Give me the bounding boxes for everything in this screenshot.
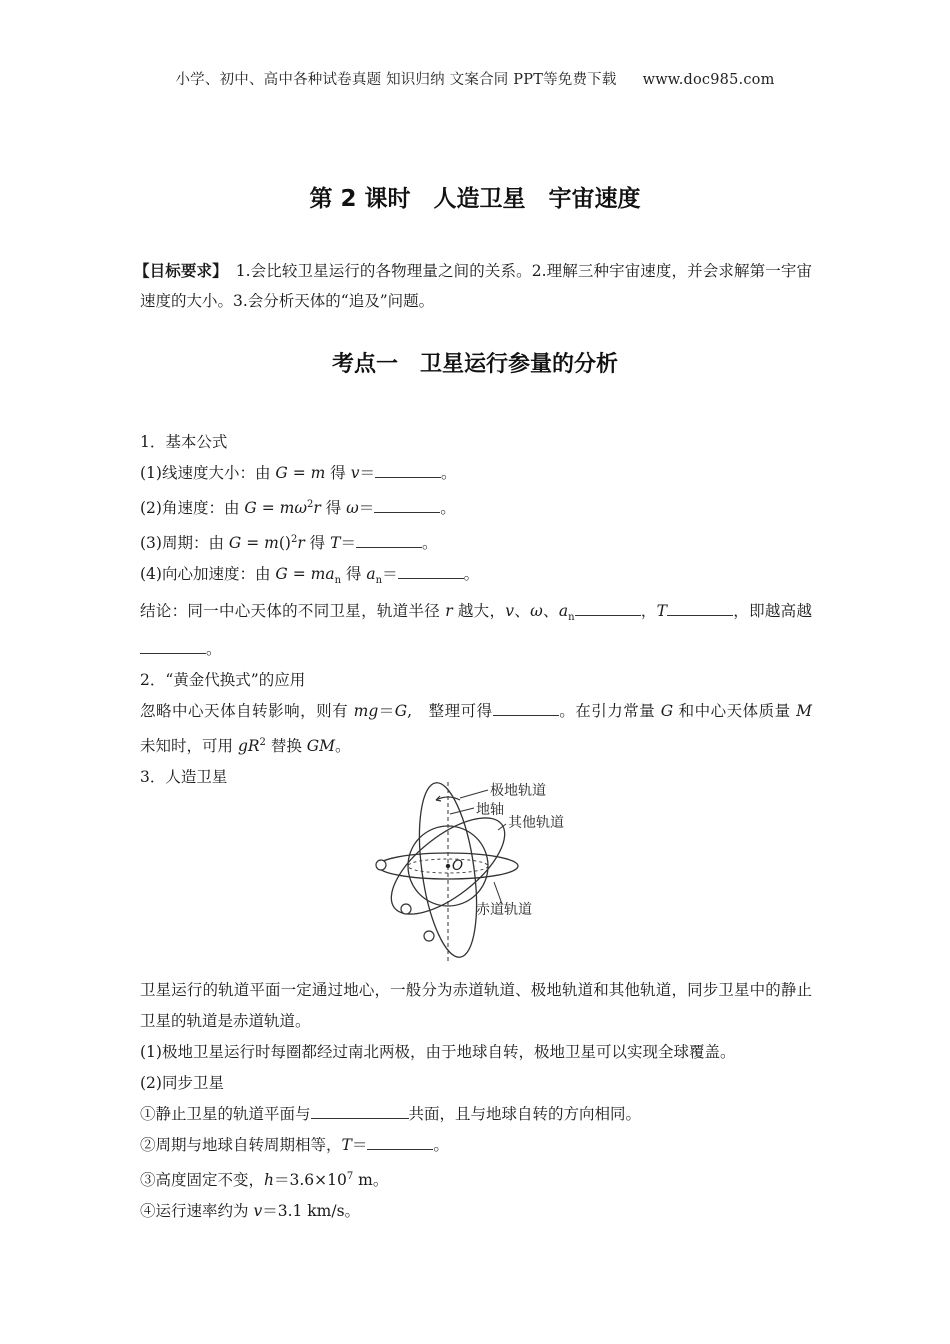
answer-blank[interactable]: [667, 599, 733, 616]
satellite-icon: [424, 931, 434, 941]
objective-block: [134, 256, 812, 316]
orbit-description: 卫星运行的轨道平面一定通过地心，一般分为赤道轨道、极地轨道和其他轨道，同步卫星中的静止卫星的轨道是赤道轨道。: [140, 981, 812, 1030]
heading-artificial-satellite: 3．人造卫星: [140, 767, 228, 786]
section-title: 考点一 卫星运行参量的分析: [331, 352, 618, 377]
page-header: [0, 68, 950, 89]
polar-orbit-label: 极地轨道: [490, 783, 546, 799]
center-point: [446, 864, 450, 868]
answer-blank[interactable]: [356, 531, 422, 548]
formula-period: (3)周期：由 G = m()$^2$r 得 T＝ 。: [140, 524, 812, 559]
sync-item-3: ③高度固定不变，$h=3.6\times 10^7$ m。: [140, 1171, 389, 1190]
answer-blank[interactable]: [375, 461, 441, 478]
sync-item-4: ④运行速率约为 v＝3.1 km/s。: [140, 1202, 361, 1221]
section1-body: [140, 427, 812, 793]
polar-satellite-text: (1)极地卫星运行时每圈都经过南北两极，由于地球自转，极地卫星可以实现全球覆盖。: [140, 1043, 736, 1061]
conclusion-paragraph: 结论：同一中心天体的不同卫星，轨道半径 r 越大，v、ω、$a_n$ ，T ，即越高越。: [140, 596, 812, 664]
heading-golden-substitution: 2．“黄金代换式”的应用: [140, 670, 306, 689]
page-title: 第 2 课时 人造卫星 宇宙速度: [309, 186, 641, 212]
center-label: O: [452, 858, 464, 874]
answer-blank[interactable]: [575, 599, 641, 616]
sync-item-2: ②周期与地球自转周期相等，T＝ 。: [140, 1130, 812, 1161]
leader-line: [460, 790, 488, 798]
header-text: 小学、初中、高中各种试卷真题 知识归纳 文案合同 PPT等免费下载: [175, 72, 617, 88]
other-orbit-label: 其他轨道: [508, 815, 564, 831]
answer-blank[interactable]: [374, 496, 440, 513]
leader-line: [450, 808, 474, 814]
satellite-icon: [401, 904, 411, 914]
orbit-diagram-svg: [370, 774, 580, 970]
answer-blank[interactable]: [311, 1102, 409, 1119]
sync-satellite-heading: (2)同步卫星: [140, 1074, 224, 1092]
equatorial-orbit-label: 赤道轨道: [476, 902, 532, 918]
earth-axis-label: 地轴: [476, 802, 504, 818]
section3-body: [140, 975, 812, 1227]
formula-centripetal-acceleration: (4)向心加速度：由 $G = ma_n$ 得 $a_n=$ 。: [140, 559, 812, 596]
formula-angular-velocity: (2)角速度：由 $G = m\omega^2r$ 得 ω＝ 。: [140, 489, 812, 524]
formula-linear-velocity: (1)线速度大小：由 G = m 得 v＝ 。: [140, 458, 812, 489]
answer-blank[interactable]: [493, 699, 559, 716]
answer-blank[interactable]: [398, 562, 464, 579]
orbit-diagram: [370, 774, 580, 970]
sync-item-1: ①静止卫星的轨道平面与 共面，且与地球自转的方向相同。: [140, 1099, 812, 1130]
heading-basic-formulas: 1．基本公式: [140, 433, 228, 451]
answer-blank[interactable]: [367, 1133, 433, 1150]
header-url[interactable]: www.doc985.com: [642, 72, 775, 88]
objective-text: 1.会比较卫星运行的各物理量之间的关系。2.理解三种宇宙速度，并会求解第一宇宙速度的大小。3.会分析天体的“追及”问题。: [140, 262, 812, 310]
leader-line: [494, 882, 502, 904]
objective-tag: 【目标要求】: [134, 262, 228, 280]
answer-blank[interactable]: [140, 637, 206, 654]
satellite-icon: [376, 860, 386, 870]
golden-substitution-paragraph: 忽略中心天体自转影响，则有 mg＝G, 整理可得 。在引力常量 G 和中心天体质量 M 未知时，可用 $gR^2$ 替换 GM。: [140, 696, 812, 762]
